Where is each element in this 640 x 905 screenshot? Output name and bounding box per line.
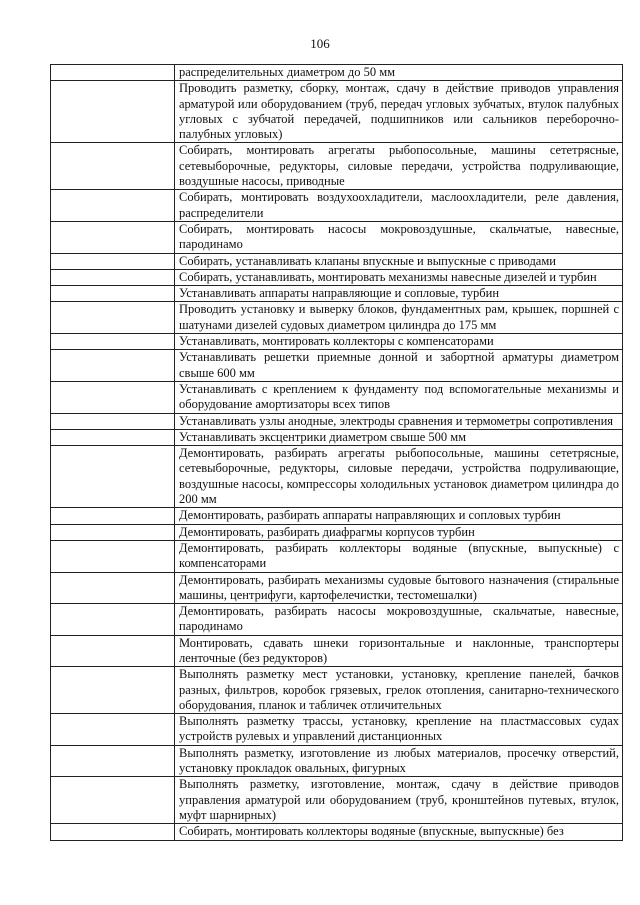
page-number: 106 [310,36,330,51]
left-column-cell [51,221,175,253]
task-description: Демонтировать, разбирать диафрагмы корпусов турбин [179,524,475,539]
table-row [51,143,623,190]
task-cell [175,334,623,350]
left-column-cell [51,334,175,350]
task-description: Демонтировать, разбирать агрегаты рыбопосольные, машины сететрясные, сетевыборочные, редукторы, силовые передачи, устройства подруливающие, воздушные насосы, компрессоры холодильных установок диаметром цилиндра до 200 мм [179,446,619,507]
task-cell [175,540,623,572]
task-description: Выполнять разметку трассы, установку, крепление на пластмассовых судах устройств рулевых и управлений дистанционных [179,714,619,744]
task-cell [175,81,623,143]
task-description: Проводить установку и выверку блоков, фундаментных рам, крышек, поршней с шатунами дизелей судовых диаметром цилиндра до 175 мм [179,302,619,332]
task-cell [175,190,623,222]
task-cell [175,572,623,604]
task-cell [175,143,623,190]
task-cell [175,286,623,302]
table-row [51,524,623,540]
task-cell [175,350,623,382]
task-cell [175,446,623,508]
table-row [51,286,623,302]
task-description: Устанавливать аппараты направляющие и сопловые, турбин [179,286,500,301]
left-column-cell [51,65,175,81]
left-column-cell [51,572,175,604]
left-column-cell [51,190,175,222]
task-cell [175,269,623,285]
task-cell [175,524,623,540]
table-row [51,413,623,429]
task-description: Выполнять разметку, изготовление из любых материалов, просечку отверстий, установку прокладок овальных, фигурных [179,745,619,776]
table-body [51,65,623,841]
task-cell [175,604,623,636]
task-cell [175,745,623,777]
task-cell [175,714,623,746]
table-row [51,540,623,572]
task-cell [175,777,623,824]
left-column-cell [51,269,175,285]
left-column-cell [51,381,175,413]
table-row [51,714,623,746]
left-column-cell [51,667,175,714]
left-column-cell [51,508,175,524]
work-description-table [50,64,623,841]
left-column-cell [51,824,175,840]
left-column-cell [51,429,175,445]
table-row [51,253,623,269]
table-row [51,572,623,604]
task-description: Собирать, монтировать коллекторы водяные (впускные, выпускные) без [179,824,564,839]
task-description: Собирать, устанавливать клапаны впускные и выпускные с приводами [179,253,556,268]
left-column-cell [51,446,175,508]
task-cell [175,429,623,445]
left-column-cell [51,745,175,777]
table-row [51,824,623,840]
table-row [51,190,623,222]
task-cell [175,381,623,413]
left-column-cell [51,286,175,302]
task-description: Демонтировать, разбирать насосы мокровоздушные, скальчатые, навесные, пародинамо [179,604,619,634]
table-row [51,334,623,350]
table-row [51,604,623,636]
left-column-cell [51,524,175,540]
table-row [51,508,623,524]
task-description: Выполнять разметку мест установки, установку, крепление панелей, бачков разных, фильтров, коробок грязевых, грелок отопления, санитарно-технического оборудования, планок и табличек отличительных [179,667,619,712]
table-row [51,446,623,508]
table-row [51,667,623,714]
left-column-cell [51,143,175,190]
task-cell [175,635,623,667]
left-column-cell [51,350,175,382]
table-row [51,269,623,285]
table-row [51,381,623,413]
table-row [51,221,623,253]
task-description: Демонтировать, разбирать аппараты направляющих и сопловых турбин [179,508,561,523]
task-cell [175,65,623,81]
task-description: Проводить разметку, сборку, монтаж, сдачу в действие приводов управления арматурой или оборудованием (труб, передач угловых зубчатых, втулок палубных угловых с зубчатой передачей, подшипников или сальников переборочно-палубных угловых) [179,81,619,142]
task-description: Собирать, монтировать насосы мокровоздушные, скальчатые, навесные, пародинамо [179,221,619,252]
left-column-cell [51,253,175,269]
left-column-cell [51,635,175,667]
table-row [51,350,623,382]
task-cell [175,824,623,840]
task-description: Демонтировать, разбирать коллекторы водяные (впускные, выпускные) с компенсаторами [179,540,619,571]
task-cell [175,667,623,714]
task-description: Устанавливать с креплением к фундаменту под вспомогательные механизмы и оборудование амортизаторы всех типов [179,381,619,412]
left-column-cell [51,540,175,572]
table-row [51,302,623,334]
task-description: Устанавливать решетки приемные донной и забортной арматуры диаметром свыше 600 мм [179,350,619,380]
table-row [51,429,623,445]
task-description: Устанавливать, монтировать коллекторы с компенсаторами [179,334,494,349]
task-description: Собирать, монтировать агрегаты рыбопосольные, машины сететрясные, сетевыборочные, редукторы, силовые передачи, устройства подруливающие, воздушные насосы, приводные [179,143,619,189]
table-row [51,65,623,81]
left-column-cell [51,413,175,429]
left-column-cell [51,714,175,746]
task-cell [175,253,623,269]
table-row [51,81,623,143]
task-description: Устанавливать узлы анодные, электроды сравнения и термометры сопротивления [179,413,614,428]
task-description: Устанавливать эксцентрики диаметром свыше 500 мм [179,429,467,444]
left-column-cell [51,302,175,334]
table-row [51,635,623,667]
task-description: распределительных диаметром до 50 мм [179,65,396,79]
task-cell [175,221,623,253]
table-row [51,745,623,777]
left-column-cell [51,777,175,824]
table-row [51,777,623,824]
left-column-cell [51,81,175,143]
task-description: Собирать, монтировать воздухоохладители, маслоохладители, реле давления, распределители [179,190,619,220]
task-description: Монтировать, сдавать шнеки горизонтальные и наклонные, транспортеры ленточные (без редукторов) [179,635,619,665]
left-column-cell [51,604,175,636]
task-description: Демонтировать, разбирать механизмы судовые бытового назначения (стиральные машины, центрифуги, картофелечистки, тестомешалки) [179,572,619,602]
task-cell [175,508,623,524]
task-description: Собирать, устанавливать, монтировать механизмы навесные дизелей и турбин [179,269,597,284]
task-description: Выполнять разметку, изготовление, монтаж, сдачу в действие приводов управления арматурой или оборудованием (труб, кронштейнов путевых, втулок, муфт шарнирных) [179,777,619,822]
task-cell [175,302,623,334]
task-cell [175,413,623,429]
